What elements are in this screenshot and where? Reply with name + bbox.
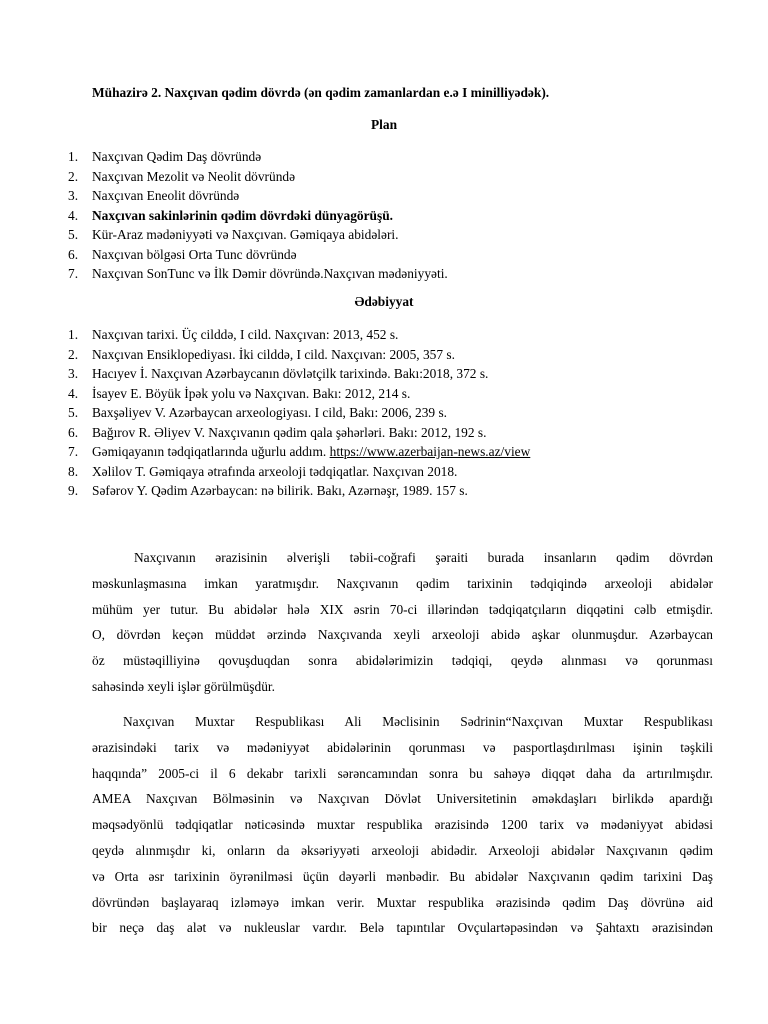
lecture-title: Mühazirə 2. Naxçıvan qədim dövrdə (ən qədim zamanlardan e.ə I minilliyədək). [92, 85, 550, 100]
literature-item-number: 1. [68, 327, 79, 342]
paragraph-line: O, dövrdən keçən müddət ərzində Naxçıvanda xeyli arxeoloji abidə aşkar olunmuşdur. Azərbaycan [92, 627, 713, 643]
paragraph-line: haqqında” 2005-ci il 6 dekabr tarixli sərəncamından sonra bu sahəyə diqqət daha da artırılmışdır. [92, 765, 713, 781]
literature-item-number: 4. [68, 385, 79, 401]
literature-item-text-part: Gəmiqayanın tədqiqatlarında uğurlu addım. [92, 444, 330, 459]
azerbaijan-news-link[interactable]: https://www.azerbaijan-news.az/view [329, 444, 531, 459]
plan-item-number: 1. [68, 149, 79, 164]
literature-item-number: 8. [68, 463, 79, 479]
paragraph-line: məskunlaşmasına imkan yaratmışdır. Naxçıvanın qədim tarixinin tədqiqində arxeoloji abidələr [92, 575, 713, 591]
literature-item-text: Səfərov Y. Qədim Azərbaycan: nə bilirik. Bakı, Azərnəşr, 1989. 157 s. [92, 483, 468, 498]
plan-item-text: Naxçıvan Qədim Daş dövründə [92, 149, 262, 164]
paragraph-line: və Orta əsr tarixinin öyrənilməsi üçün dəyərli mənbədir. Bu abidələr Naxçıvanın qədim tarixini Daş [92, 868, 713, 884]
literature-item-number: 9. [68, 483, 79, 498]
body-paragraph-1 [92, 545, 713, 700]
plan-item-text: Naxçıvan Mezolit və Neolit dövründə [92, 168, 296, 184]
plan-item-text: Naxçıvan sakinlərinin qədim dövrdəki dünyagörüşü. [92, 207, 393, 223]
literature-item-number: 2. [68, 346, 79, 362]
paragraph-line: ərazisindəki tarix və mədəniyyət abidələrinin qorunması və pasportlaşdırılması işinin təşkili [92, 739, 713, 755]
literature-item-text: İsayev E. Böyük İpək yolu və Naxçıvan. Bakı: 2012, 214 s. [92, 385, 411, 401]
literature-item-text: Baxşəliyev V. Azərbaycan arxeologiyası. I cild, Bakı: 2006, 239 s. [92, 405, 448, 420]
literature-heading: Ədəbiyyat [354, 294, 414, 309]
plan-item-number: 3. [68, 188, 79, 203]
plan-item-text: Naxçıvan Eneolit dövründə [92, 188, 240, 203]
paragraph-line: sahəsində xeyli işlər görülmüşdür. [92, 678, 275, 694]
paragraph-line: bir neçə daş alət və nukleuslar vardır. Belə tapıntılar Ovçulartəpəsindən və Şahtaxtı ərazisindən [92, 920, 713, 936]
paragraph-line: Naxçıvanın ərazisinin əlverişli təbii-coğrafi şəraiti burada insanların qədim dövrdən [134, 550, 713, 565]
paragraph-line: məqsədyönlü tədqiqatlar nəticəsində muxtar respublika ərazisində 1200 tarix və mədəniyyət abidəsi [92, 817, 713, 833]
paragraph-line: AMEA Naxçıvan Bölməsinin və Naxçıvan Dövlət Universitetinin əməkdaşları birlikdə apardığı [92, 791, 713, 807]
literature-item-number: 7. [68, 444, 79, 459]
paragraph-line: Naxçıvan Muxtar Respublikası Ali Məclisinin Sədrinin“Naxçıvan Muxtar Respublikası [123, 714, 713, 729]
plan-item-text: Kür-Araz mədəniyyəti və Naxçıvan. Gəmiqaya abidələri. [92, 227, 399, 242]
literature-item-text: Naxçıvan tarixi. Üç cilddə, I cild. Naxçıvan: 2013, 452 s. [92, 327, 399, 342]
paragraph-line: qeydə alınmışdır ki, onların da əksəriyyəti arxeoloji abidədir. Arxeoloji abidələr Naxçıvanın qədim [92, 842, 713, 858]
plan-item-number: 5. [68, 227, 79, 242]
literature-item-number: 6. [68, 424, 79, 440]
paragraph-line: dövründən başlayaraq izləməyə imkan verir. Muxtar respublika ərazisində qədim Daş dövrünə aid [92, 894, 713, 910]
plan-item-number: 4. [68, 207, 79, 223]
paragraph-line: öz müstəqilliyinə qovuşduqdan sonra abidələrimizin tədqiqi, qeydə alınması və qorunması [92, 653, 713, 669]
paragraph-line: mühüm yer tutur. Bu abidələr hələ XIX əsrin 70-ci illərindən tədqiqatçıların diqqətini cəlb etmişdir. [92, 601, 713, 617]
literature-item-number: 5. [68, 405, 79, 420]
literature-item-text [92, 442, 530, 462]
literature-item-text: Hacıyev İ. Naxçıvan Azərbaycanın dövlətçilk tarixində. Bakı:2018, 372 s. [92, 366, 489, 381]
plan-item-number: 6. [68, 246, 79, 262]
plan-item-text: Naxçıvan SonTunc və İlk Dəmir dövründə.Naxçıvan mədəniyyəti. [92, 266, 448, 281]
literature-item-number: 3. [68, 366, 79, 381]
literature-item-text: Naxçıvan Ensiklopediyası. İki cilddə, I cild. Naxçıvan: 2005, 357 s. [92, 346, 455, 362]
plan-item-number: 7. [68, 266, 79, 281]
plan-item-text: Naxçıvan bölgəsi Orta Tunc dövründə [92, 246, 297, 262]
plan-item-number: 2. [68, 168, 79, 184]
literature-item-text: Xəlilov T. Gəmiqaya ətrafında arxeoloji tədqiqatlar. Naxçıvan 2018. [92, 463, 458, 479]
plan-heading: Plan [370, 117, 398, 132]
body-paragraph-2 [92, 709, 713, 941]
literature-item-text: Bağırov R. Əliyev V. Naxçıvanın qədim qala şəhərləri. Bakı: 2012, 192 s. [92, 424, 487, 440]
